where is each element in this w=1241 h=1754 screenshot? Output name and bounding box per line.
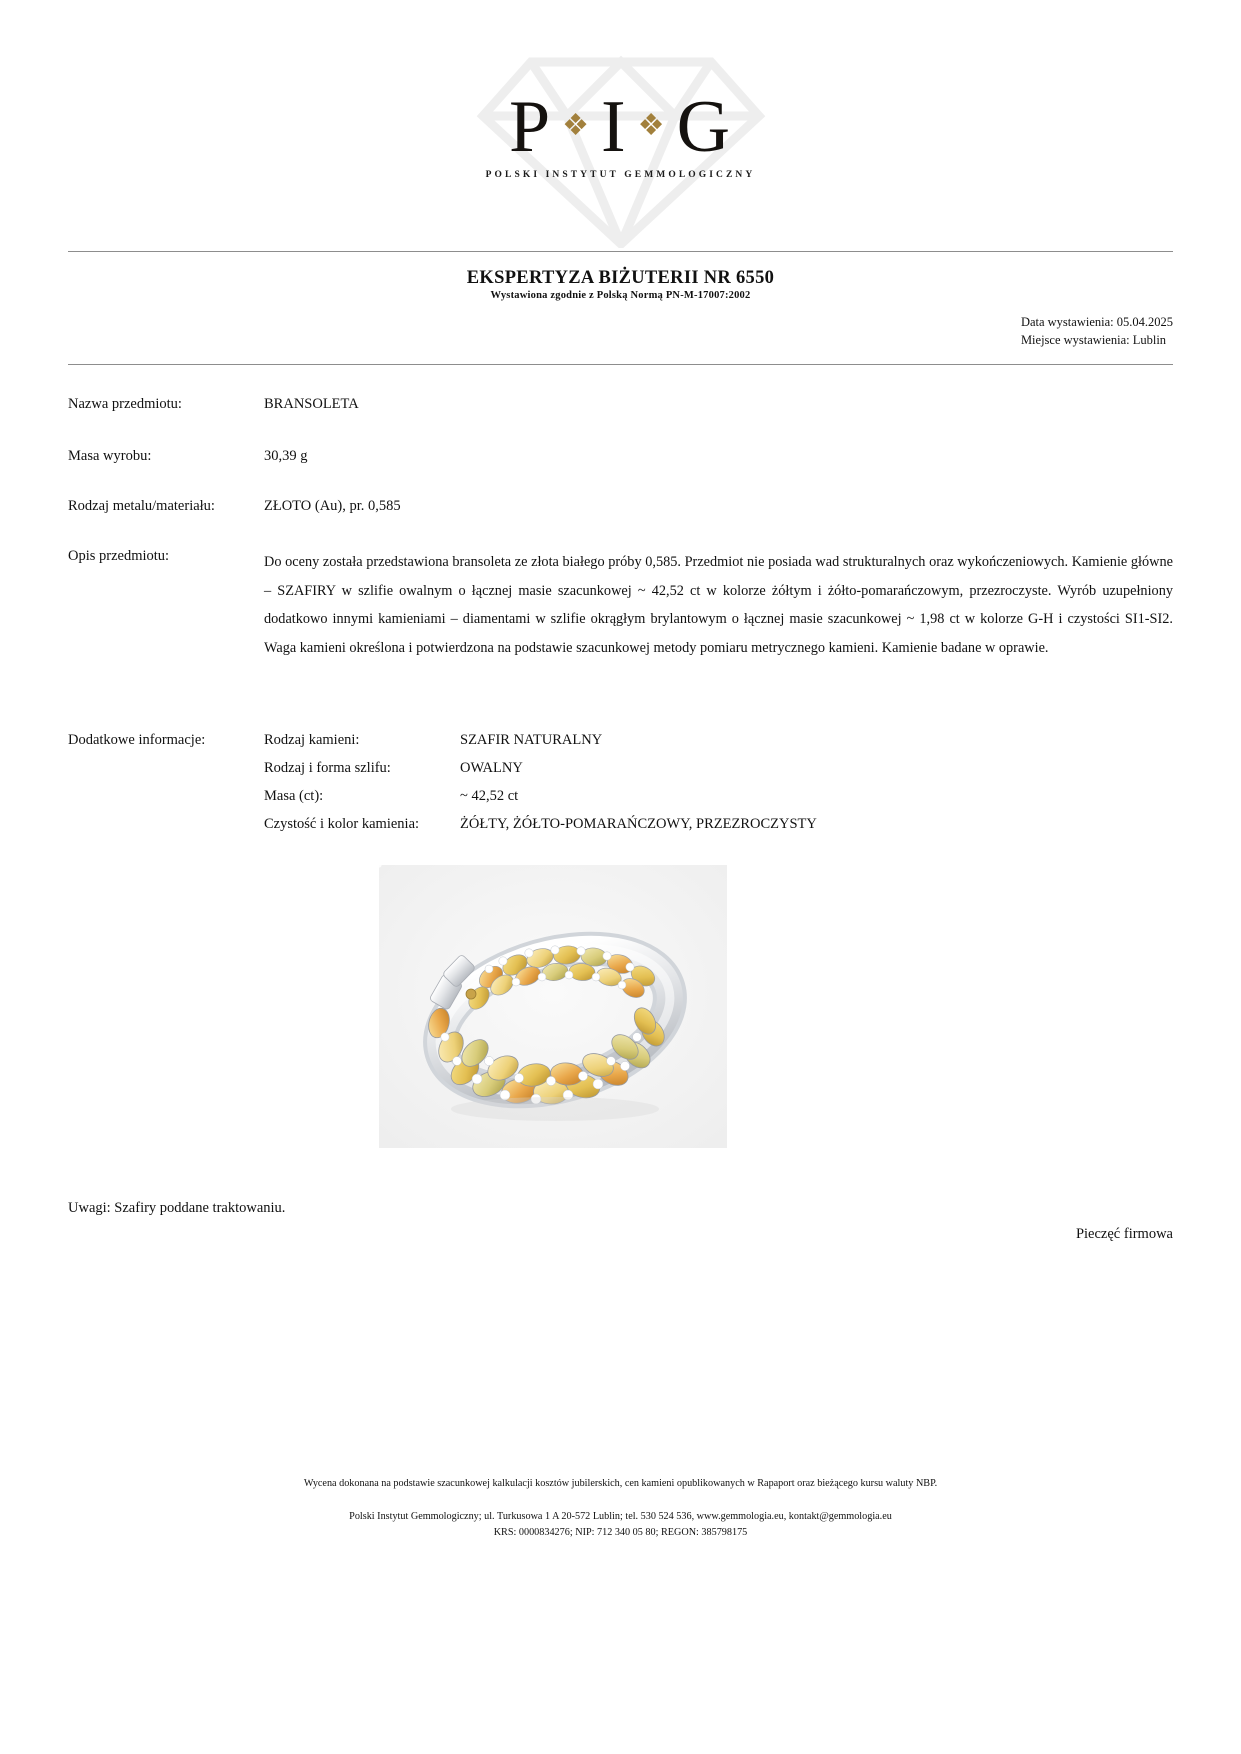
field-description-label: Opis przedmiotu: xyxy=(68,548,170,564)
stone-type-value: SZAFIR NATURALNY xyxy=(460,732,603,748)
item-photo xyxy=(379,865,727,1148)
page-subtitle: Wystawiona zgodnie z Polską Normą PN-M-17007:2002 xyxy=(490,290,751,301)
page-title: EKSPERTYZA BIŻUTERII NR 6550 xyxy=(466,268,775,288)
logo-letter-i: I xyxy=(601,86,628,168)
logo-separator-1: ❖ xyxy=(562,109,592,142)
cut-type-label: Rodzaj i forma szlifu: xyxy=(264,760,391,776)
field-metal-label: Rodzaj metalu/materiału: xyxy=(68,498,215,514)
issue-place: Miejsce wystawienia: Lublin xyxy=(1020,332,1167,347)
footer-valuation-note: Wycena dokonana na podstawie szacunkowej kalkulacji kosztów jubilerskich, cen kamieni opublikowanych w Rapaport oraz bieżącego kursu waluty NBP. xyxy=(303,1478,938,1489)
clarity-color-value: ŻÓŁTY, ŻÓŁTO-POMARAŃCZOWY, PRZEZROCZYSTY xyxy=(460,816,817,832)
clarity-color-label: Czystość i kolor kamienia: xyxy=(264,816,420,832)
additional-info-table xyxy=(264,732,817,844)
field-mass-value: 30,39 g xyxy=(264,448,308,464)
additional-info-label: Dodatkowe informacje: xyxy=(68,732,206,748)
header-divider-bottom xyxy=(68,364,1173,365)
page-footer xyxy=(0,1476,1241,1541)
bracelet-photo-illustration xyxy=(379,865,727,1148)
issue-meta xyxy=(1021,314,1173,350)
logo-separator-2: ❖ xyxy=(637,109,667,142)
table-row xyxy=(264,788,817,816)
notes-text: Uwagi: Szafiry poddane traktowaniu. xyxy=(68,1200,286,1216)
field-item-name-value: BRANSOLETA xyxy=(264,396,359,412)
issue-date: Data wystawienia: 05.04.2025 xyxy=(1020,315,1173,329)
stone-type-label: Rodzaj kamieni: xyxy=(264,732,360,748)
table-row xyxy=(264,760,817,788)
field-item-name-label: Nazwa przedmiotu: xyxy=(68,396,182,412)
field-metal-value: ZŁOTO (Au), pr. 0,585 xyxy=(264,498,401,514)
logo-subtitle: POLSKI INSTYTUT GEMMOLOGICZNY xyxy=(485,170,756,180)
company-stamp-label: Pieczęć firmowa xyxy=(1075,1226,1173,1242)
footer-company-contact: Polski Instytut Gemmologiczny; ul. Turkusowa 1 A 20-572 Lublin; tel. 530 524 536, www.gemmologia.eu, kontakt@gemmologia.eu xyxy=(349,1511,892,1523)
logo-letter-g: G xyxy=(676,86,733,168)
table-row xyxy=(264,732,817,760)
field-description-value: Do oceny została przedstawiona bransoleta ze złota białego próby 0,585. Przedmiot nie posiada wad strukturalnych oraz wykończeniowych. Kamienie główne – SZAFIRY w szlifie owalnym o łącznej masie szacunkowej ~ 42,52 ct w kolorze żółtym i żółto-pomarańczowym, przezroczyste. Wyrób uzupełniony dodatkowo innymi kamieniami – diamentami w szlifie okrągłym brylantowym o łącznej masie szacunkowej ~ 1,98 ct w kolorze G-H i czystości SI1-SI2. Waga kamieni określona i potwierdzona na podstawie szacunkowej metody pomiaru metrycznego kamieni. Kamienie badane w oprawie. xyxy=(264,554,1173,657)
logo-letter-p: P xyxy=(508,86,553,168)
logo-block xyxy=(0,48,1241,248)
carat-mass-label: Masa (ct): xyxy=(264,788,324,804)
table-row xyxy=(264,816,817,844)
logo-wordmark xyxy=(456,86,786,168)
footer-registration-numbers: KRS: 0000834276; NIP: 712 340 05 80; REGON: 385798175 xyxy=(493,1527,748,1539)
header-divider-top xyxy=(68,251,1173,252)
carat-mass-value: ~ 42,52 ct xyxy=(460,788,519,804)
cut-type-value: OWALNY xyxy=(460,760,523,776)
field-mass xyxy=(68,448,1173,465)
field-metal xyxy=(68,498,1173,515)
field-item-name xyxy=(68,396,1173,413)
field-mass-label: Masa wyrobu: xyxy=(68,448,152,464)
